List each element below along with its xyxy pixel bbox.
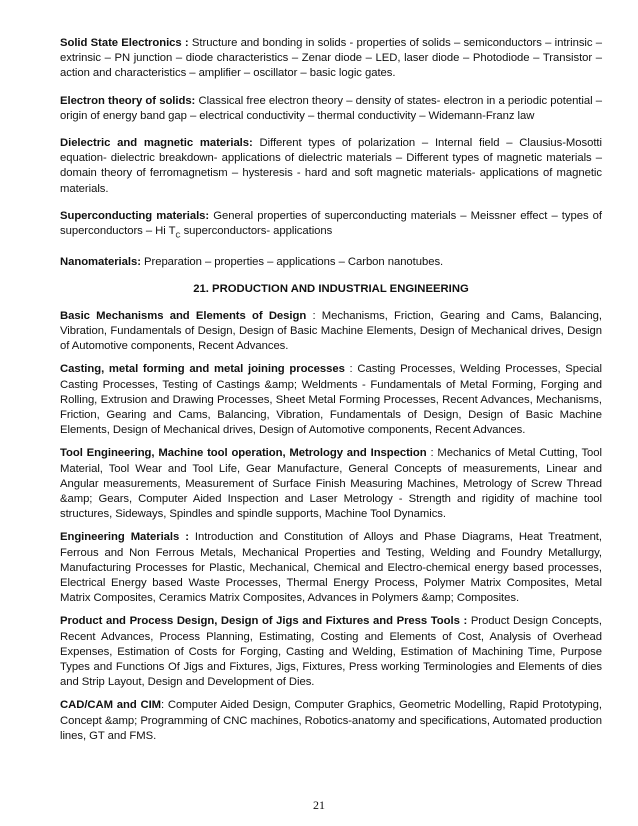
paragraph-dielectric-magnetic bbox=[60, 136, 602, 197]
topic-description: : Mechanisms, Friction, Gearing and Cams, Balancing, Vibration, Fundamentals of Design, Design of Basic Machine Elements, Design of Mechanical drives, Design of Automotive components, Recent Advances. bbox=[60, 309, 602, 353]
topic-term: Casting, metal forming and metal joining processes bbox=[60, 363, 345, 376]
paragraph-superconducting bbox=[60, 209, 602, 244]
topic-term: Superconducting materials: bbox=[60, 209, 210, 222]
topic-description-start: General properties of superconducting materials – Meissner effect – types of superconductors – Hi T bbox=[60, 209, 602, 238]
topic-description: Product Design Concepts, Recent Advances, Process Planning, Estimating, Costing and Elements of Cost, Analysis of Overhead Expenses, Estimation of Costs for Forging, Casting and Welding, Estimation of Machining Time, Purpose Types and Functions Of Jigs and Fixtures, Jigs, Fixtures, Press working Terminologies and Elements of dies and Strip Layout, Design and Development of Dies. bbox=[60, 615, 602, 689]
topic-term: Tool Engineering, Machine tool operation, Metrology and Inspection bbox=[60, 447, 427, 460]
topic-description-end: superconductors- applications bbox=[180, 225, 333, 238]
topic-term: Product and Process Design, Design of Jigs and Fixtures and Press Tools : bbox=[60, 615, 468, 628]
topic-description: : Casting Processes, Welding Processes, Special Casting Processes, Testing of Castings &amp; Weldments - Fundamentals of Metal Forming, Forging and Rolling, Extrusion and Drawing Processes, Sheet Metal Forming Processes, Recent Advances, Mechanisms, Friction, Gearing and Cams, Balancing, Vibration, Fundamentals of Design, Design of Basic Machine Elements, Design of Mechanical drives, Design of Automotive components, Recent Advances. bbox=[60, 363, 602, 437]
paragraph-product-process-design bbox=[60, 614, 602, 690]
document-page bbox=[60, 36, 602, 752]
topic-description: Preparation – properties – applications – Carbon nanotubes. bbox=[140, 256, 444, 269]
topic-description: Different types of polarization – Internal field – Clausius-Mosotti equation- dielectric breakdown- applications of dielectric materials – Different types of magnetic materials – domain theory of ferromagnetism – hysteresis - hard and soft magnetic materials- applications of magnetic materials. bbox=[60, 137, 602, 195]
topic-description: Introduction and Constitution of Alloys and Phase Diagrams, Heat Treatment, Ferrous and Non Ferrous Metals, Mechanical Properties and Testing, Welding and Foundry Metallurgy, Manufacturing Processes for Plastic, Mechanical, Chemical and Electro-chemical energy based processes, Electrical Energy based Waste Processes, Thermal Energy Process, Polymer Matrix Composites, Metal Matrix Composites, Ceramics Matrix Composites, Advances in Polymers &amp; Composites. bbox=[60, 531, 602, 605]
topic-description: Structure and bonding in solids - properties of solids – semiconductors – intrinsic – extrinsic – PN junction – diode characteristics – Zenar diode – LED, laser diode – Photodiode – Transistor – action and characteristics – amplifier – oscillator – basic logic gates. bbox=[60, 37, 602, 80]
paragraph-electron-theory bbox=[60, 94, 602, 124]
paragraph-tool-engineering bbox=[60, 446, 602, 522]
topic-term: Basic Mechanisms and Elements of Design bbox=[60, 309, 307, 322]
topic-term: Nanomaterials: bbox=[60, 256, 141, 269]
subscript-c: C bbox=[175, 232, 181, 240]
paragraph-casting-forming bbox=[60, 362, 602, 438]
topic-term: Engineering Materials : bbox=[60, 531, 189, 544]
topic-term: Solid State Electronics : bbox=[60, 37, 189, 49]
topic-term: Dielectric and magnetic materials: bbox=[60, 137, 253, 150]
topic-description: : Computer Aided Design, Computer Graphics, Geometric Modelling, Rapid Prototyping, Concept &amp; Programming of CNC machines, Robotics-anatomy and specifications, Automated production lines, GT and FMS. bbox=[60, 699, 602, 742]
topic-description: Classical free electron theory – density of states- electron in a periodic potential – origin of energy band gap – electrical conductivity – thermal conductivity – Widemann-Franz law bbox=[60, 94, 602, 122]
paragraph-engineering-materials bbox=[60, 530, 602, 606]
topic-description: : Mechanics of Metal Cutting, Tool Material, Tool Wear and Tool Life, Gear Manufacture, General Concepts of measurements, Linear and Angular measurements, Measurement of Surface Finish Measuring Machines, Metrology of Screw Thread &amp; Gears, Computer Aided Inspection and Laser Metrology - Strength and rigidity of machine tool structures, Sideways, Spindles and spindle supports, Machine Tool Dynamics. bbox=[60, 447, 602, 521]
paragraph-solid-state-electronics bbox=[60, 36, 602, 82]
topic-term: CAD/CAM and CIM bbox=[60, 699, 162, 712]
page-number: 21 bbox=[313, 798, 325, 812]
section-heading: 21. PRODUCTION AND INDUSTRIAL ENGINEERING bbox=[193, 282, 469, 295]
topic-term: Electron theory of solids: bbox=[60, 94, 196, 107]
paragraph-basic-mechanisms bbox=[60, 309, 602, 355]
paragraph-nanomaterials bbox=[60, 255, 602, 270]
paragraph-cad-cam-cim bbox=[60, 698, 602, 744]
